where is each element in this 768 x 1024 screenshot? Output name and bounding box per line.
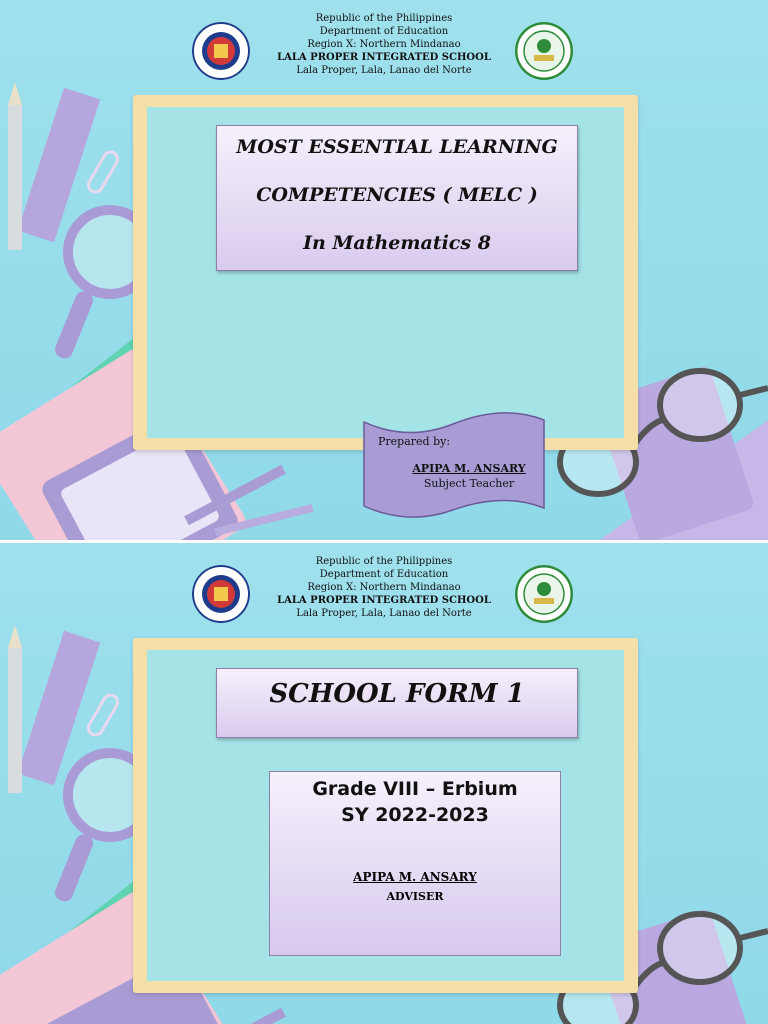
adviser-name: APIPA M. ANSARY (353, 870, 477, 884)
school-header (0, 12, 768, 77)
school-seal-icon (515, 22, 573, 80)
adviser-role: ADVISER (386, 890, 444, 903)
header-address: Lala Proper, Lala, Lanao del Norte (296, 608, 472, 619)
school-form-title: SCHOOL FORM 1 (269, 679, 525, 709)
cover-slide-school-form (0, 543, 768, 1024)
header-republic: Republic of the Philippines (315, 556, 453, 567)
school-form-title-box (216, 668, 578, 738)
school-seal-icon (515, 565, 573, 623)
grade-info-box (269, 771, 561, 956)
header-school-name: LALA PROPER INTEGRATED SCHOOL (277, 52, 491, 63)
deped-seal-icon (192, 22, 250, 80)
prepared-by-label: Prepared by: (378, 435, 451, 448)
title-line-3: In Mathematics 8 (303, 232, 491, 254)
paperclip-icon (86, 692, 120, 737)
grade-section: Grade VIII – Erbium (312, 778, 518, 800)
teacher-role: Subject Teacher (423, 477, 515, 490)
pencil-icon (8, 625, 22, 793)
melc-title-box (216, 125, 578, 271)
title-line-2: COMPETENCIES ( MELC ) (256, 184, 538, 206)
header-address: Lala Proper, Lala, Lanao del Norte (296, 65, 472, 76)
pencil-icon (8, 82, 22, 250)
header-department: Department of Education (319, 569, 449, 580)
header-region: Region X: Northern Mindanao (307, 39, 461, 50)
header-department: Department of Education (319, 26, 449, 37)
prepared-by-banner (363, 412, 545, 518)
header-republic: Republic of the Philippines (315, 13, 453, 24)
title-line-1: MOST ESSENTIAL LEARNING (236, 136, 558, 158)
paperclip-icon (86, 149, 120, 194)
header-school-name: LALA PROPER INTEGRATED SCHOOL (277, 595, 491, 606)
deped-seal-icon (192, 565, 250, 623)
school-header (0, 555, 768, 620)
teacher-name: APIPA M. ANSARY (412, 462, 526, 475)
school-year: SY 2022-2023 (341, 804, 489, 826)
header-region: Region X: Northern Mindanao (307, 582, 461, 593)
